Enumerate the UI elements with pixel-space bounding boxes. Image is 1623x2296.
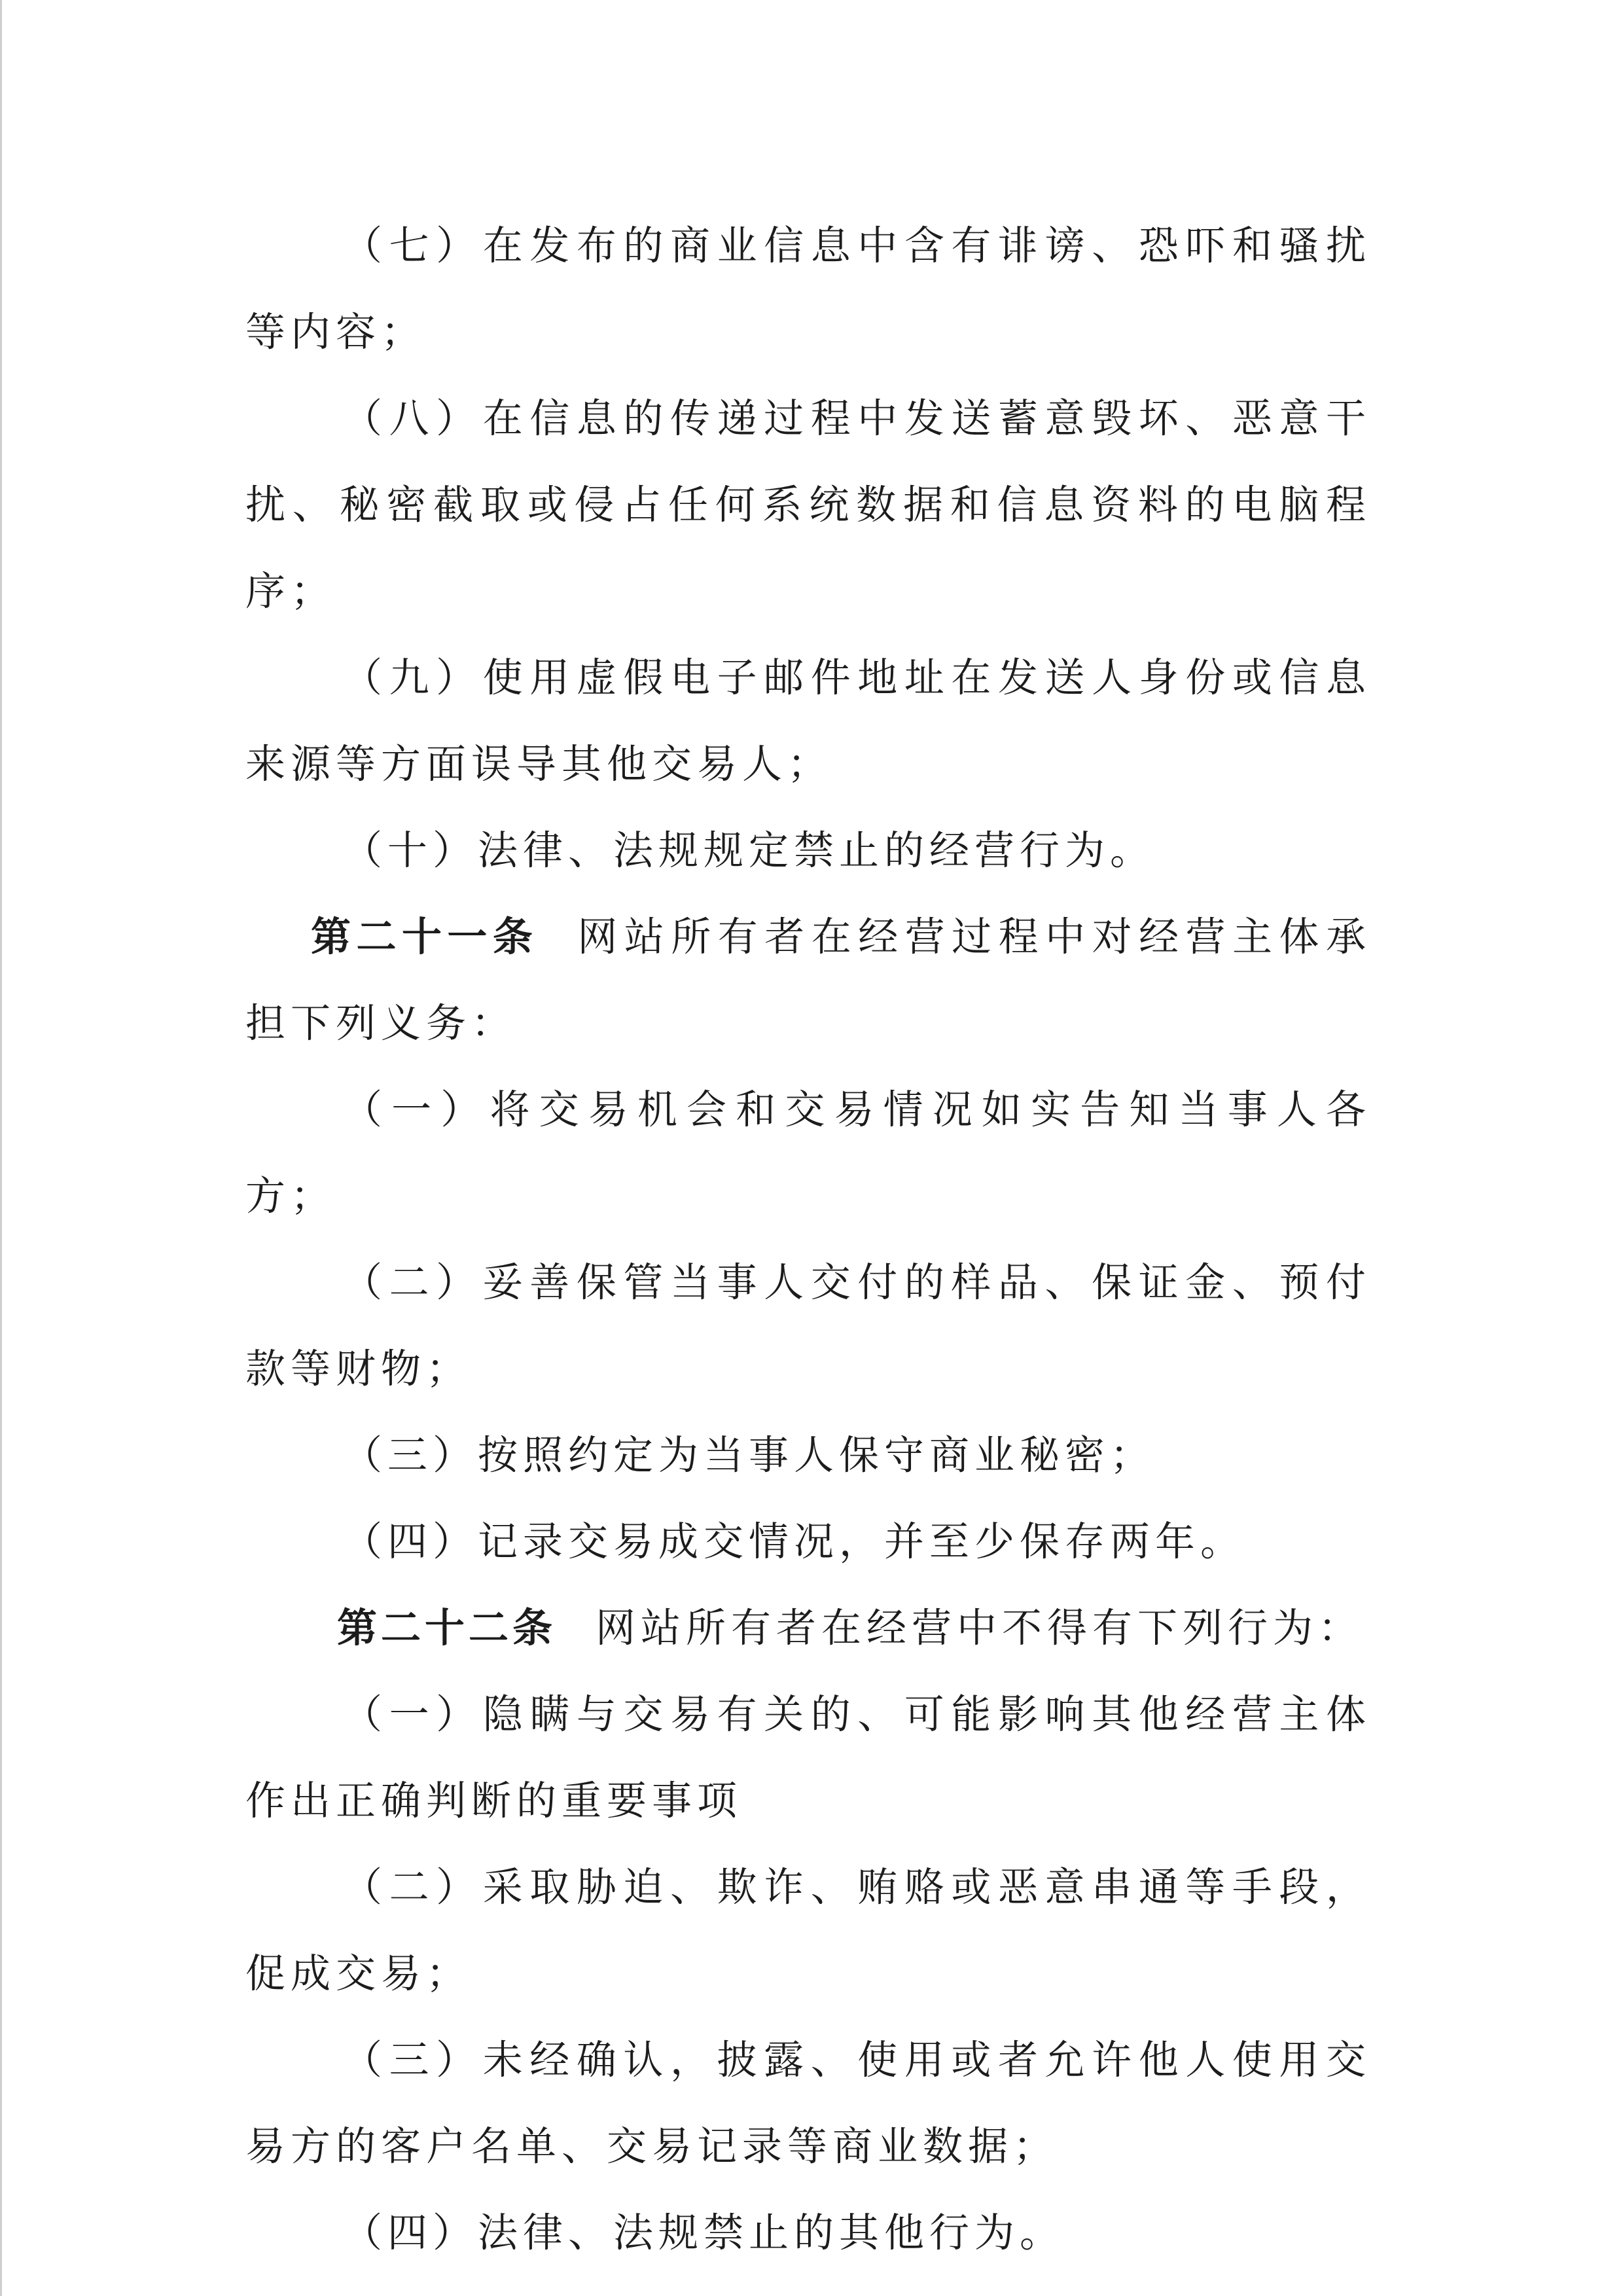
article-22: [245, 1585, 1371, 1672]
article-21-text: 网站所有者在经营过程中对经营主体承担下列义务：: [245, 914, 1371, 1047]
article-21-heading: 第二十一条: [311, 914, 539, 960]
article-21: [245, 894, 1371, 1067]
article-22-item-4: （四）法律、法规禁止的其他行为。: [342, 2210, 1065, 2256]
article-22-item-3: （三）未经确认，披露、使用或者允许他人使用交易方的客户名单、交易记录等商业数据；: [245, 2037, 1371, 2170]
paragraph-item-7: （七）在发布的商业信息中含有诽谤、恐吓和骚扰等内容；: [245, 223, 1371, 355]
article-21-item-4: （四）记录交易成交情况，并至少保存两年。: [342, 1518, 1246, 1565]
paragraph-item-9: （九）使用虚假电子邮件地址在发送人身份或信息来源等方面误导其他交易人；: [245, 655, 1371, 787]
article-21-item-2: （二）妥善保管当事人交付的样品、保证金、预付款等财物；: [245, 1259, 1371, 1392]
article-22-text: 网站所有者在经营中不得有下列行为：: [596, 1605, 1364, 1651]
scan-edge: [0, 0, 2, 2296]
article-22-item-1: （一）隐瞒与交易有关的、可能影响其他经营主体作出正确判断的重要事项: [245, 1691, 1371, 1824]
article-22-heading: 第二十二条: [337, 1605, 557, 1651]
paragraph-item-10: （十）法律、法规规定禁止的经营行为。: [342, 827, 1156, 874]
paragraph-item-8: （八）在信息的传递过程中发送蓄意毁坏、恶意干扰、秘密截取或侵占任何系统数据和信息资料的电脑程序；: [245, 395, 1371, 615]
article-21-item-1: （一）将交易机会和交易情况如实告知当事人各方；: [245, 1086, 1371, 1219]
document-body: [245, 203, 1371, 2276]
article-22-item-2: （二）采取胁迫、欺诈、贿赂或恶意串通等手段，促成交易；: [245, 1864, 1371, 1997]
article-21-item-3: （三）按照约定为当事人保守商业秘密；: [342, 1432, 1156, 1479]
